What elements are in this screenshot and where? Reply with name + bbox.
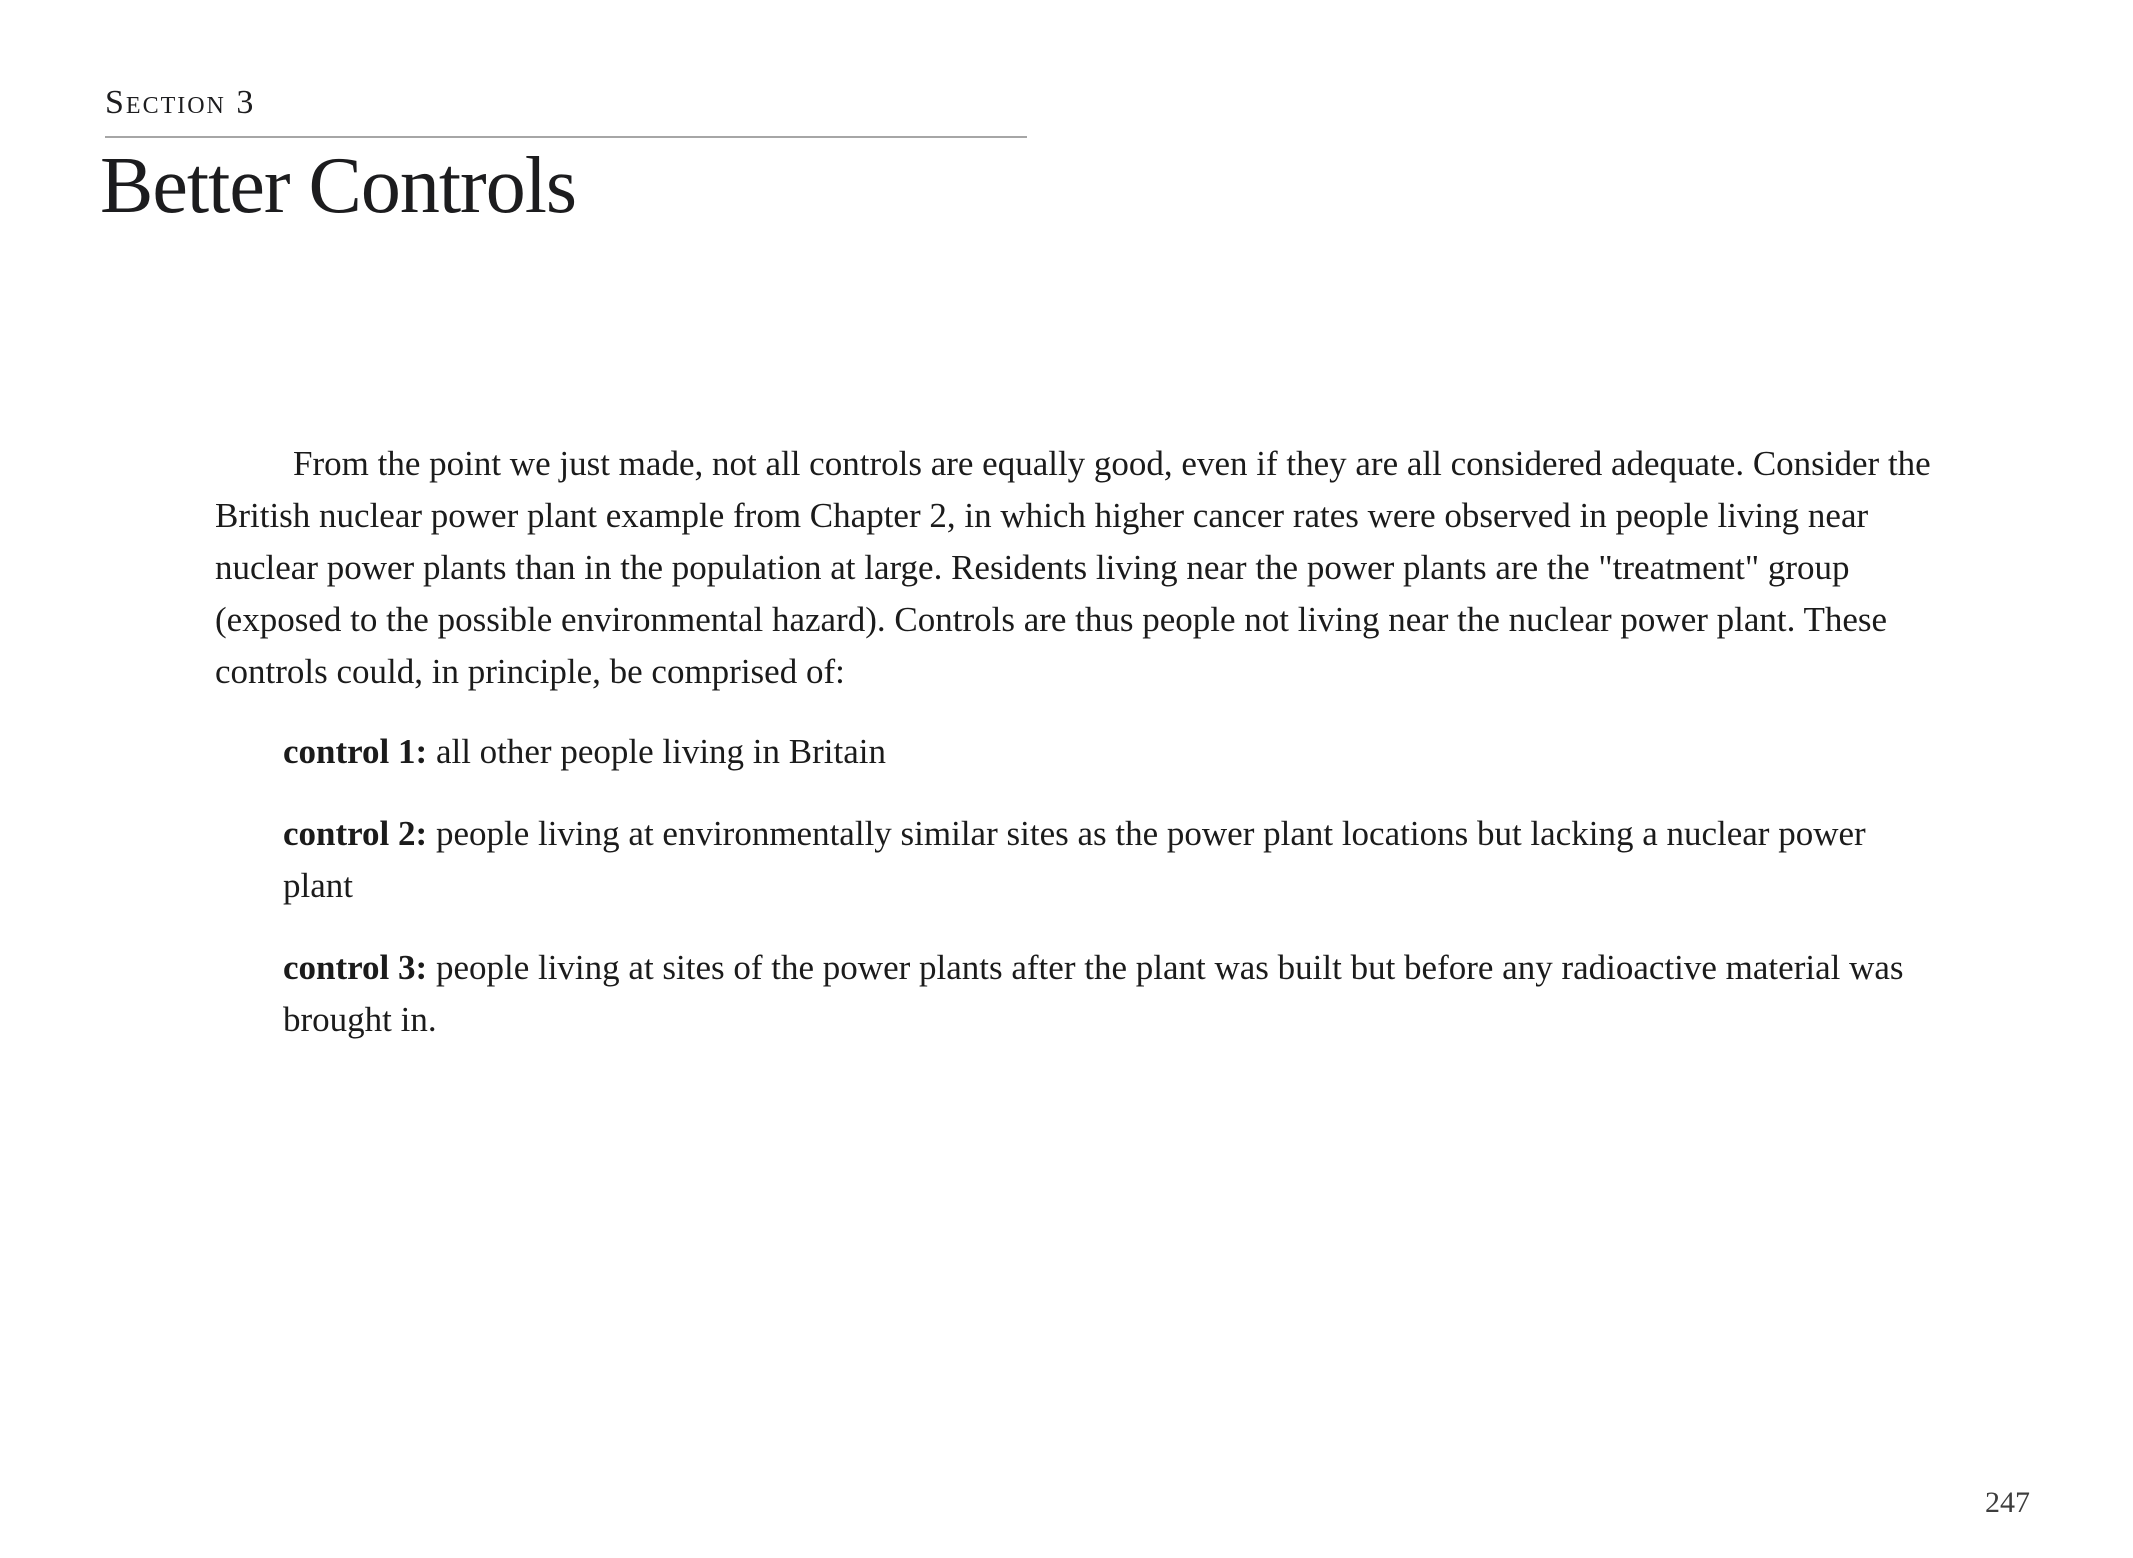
controls-list [215, 726, 1937, 1046]
control-item-1 [215, 726, 1937, 778]
control-2-label: control 2: [283, 814, 428, 853]
control-item-2 [215, 808, 1937, 912]
control-item-3 [215, 942, 1937, 1046]
lead-paragraph: From the point we just made, not all controls are equally good, even if they are all considered adequate. Consider the British nuclear power plant example from Chapter 2, in which higher cancer rates were observed in people living near nuclear power plants than in the population at large. Residents living near the power plants are the "treatment" group (exposed to the possible environmental hazard). Controls are thus people not living near the nuclear power plant. These controls could, in principle, be comprised of: [215, 444, 1931, 691]
control-3-text: people living at sites of the power plants after the plant was built but before any radioactive material was brought in. [283, 948, 1904, 1039]
page-number: 247 [1985, 1486, 2030, 1519]
control-2-text: people living at environmentally similar sites as the power plant locations but lacking a nuclear power plant [283, 814, 1866, 905]
body-column [215, 438, 1937, 1076]
control-1-label: control 1: [283, 732, 428, 771]
control-3-label: control 3: [283, 948, 428, 987]
header-rule [105, 136, 1027, 138]
section-title: Better Controls [100, 142, 577, 230]
section-kicker: Section 3 [105, 84, 256, 121]
control-1-text: all other people living in Britain [427, 732, 886, 771]
